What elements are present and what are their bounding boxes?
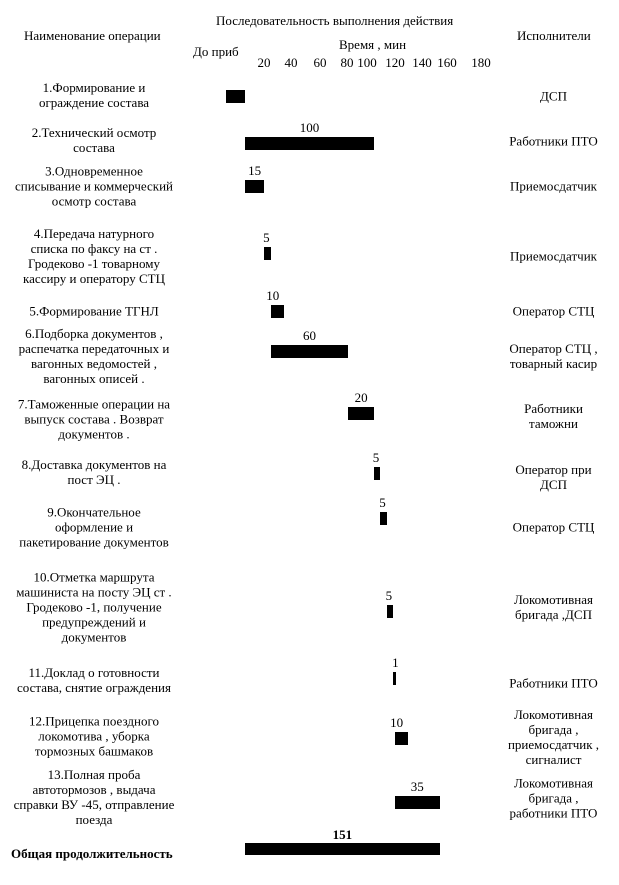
tick-label: 80 — [340, 55, 354, 70]
task-bar — [245, 137, 374, 150]
tick-label: 140 — [412, 55, 432, 70]
executor: Работники таможни — [524, 401, 583, 431]
task-bar — [393, 672, 396, 685]
duration-label: 5 — [263, 229, 270, 245]
duration-label: 60 — [303, 327, 316, 343]
executor: Локомотивная бригада , работники ПТО — [509, 775, 598, 821]
duration-label: 5 — [385, 587, 393, 603]
total-bar — [245, 843, 440, 855]
tick-label: 60 — [313, 55, 327, 70]
executor: Работники ПТО — [509, 675, 598, 691]
executors-header: Исполнители — [517, 28, 591, 43]
operation-name: 3.Одновременное списывание и коммерческий осмотр состава — [14, 163, 173, 209]
tick-label: 180 — [471, 55, 491, 70]
executor: Оператор при ДСП — [515, 462, 592, 492]
executor: Оператор СТЦ — [512, 519, 595, 535]
task-bar — [380, 512, 386, 525]
operation-name: 2.Технический осмотр состава — [31, 125, 157, 155]
operation-name: 10.Отметка маршрута машиниста на посту ЭЦ ст . Гродеково -1, получение предупреждений и документов — [16, 569, 172, 645]
operation-name: 6.Подборка документов , распечатка передаточных и вагонных ведомостей , вагонных описей . — [18, 326, 170, 386]
task-bar — [348, 407, 374, 420]
tick-label: 160 — [437, 55, 457, 70]
duration-label: 1 — [392, 654, 399, 670]
duration-label: 5 — [379, 494, 386, 510]
operation-name: 1.Формирование и ограждение состава — [38, 80, 150, 110]
task-bar — [271, 305, 284, 318]
operation-name: 12.Прицепка поездного локомотива , уборка тормозных башмаков — [29, 713, 159, 759]
axis-title: Время , мин — [339, 37, 407, 52]
chart-title: Последовательность выполнения действия — [216, 13, 454, 28]
task-bar — [395, 796, 440, 809]
tick-label: 100 — [357, 55, 377, 70]
total-duration-label: Общая продолжительность — [11, 846, 173, 861]
task-bar — [374, 467, 380, 480]
executor: Локомотивная бригада ,ДСП — [514, 592, 593, 622]
task-bar — [264, 247, 270, 260]
operation-name: 13.Полная проба автотормозов , выдача справки ВУ -45, отправление поезда — [13, 767, 175, 827]
executor: ДСП — [540, 88, 567, 104]
duration-label: 100 — [299, 119, 320, 135]
duration-label: 10 — [390, 714, 404, 730]
tick-label: 20 — [257, 55, 271, 70]
executor: Оператор СТЦ , товарный касир — [509, 341, 598, 371]
operation-name: 11.Доклад о готовности состава, снятие ограждения — [17, 665, 171, 695]
operation-name: 7.Таможенные операции на выпуск состава . Возврат документов . — [17, 396, 171, 442]
task-bar — [226, 90, 245, 103]
total-duration-value: 151 — [332, 827, 353, 842]
task-bar — [271, 345, 348, 358]
operation-name: 4.Передача натурного списка по факсу на ст . Гродеково -1 товарному кассиру и оператору СТЦ — [23, 226, 165, 286]
executor: Приемосдатчик — [510, 178, 597, 194]
task-bar — [387, 605, 393, 618]
duration-label: 20 — [354, 389, 368, 405]
duration-label: 5 — [372, 449, 380, 465]
tick-label: 40 — [284, 55, 298, 70]
duration-label: 35 — [410, 778, 424, 794]
operation-name: 9.Окончательное оформление и пакетирование документов — [19, 504, 169, 550]
operation-name: 8.Доставка документов на пост ЭЦ . — [21, 457, 167, 487]
tick-label: 120 — [385, 55, 405, 70]
duration-label: 15 — [248, 162, 262, 178]
executor: Оператор СТЦ — [512, 303, 595, 319]
operation-name: 5.Формирование ТГНЛ — [29, 303, 159, 319]
executor: Локомотивная бригада , приемосдатчик , сигналист — [507, 707, 600, 767]
executor: Приемосдатчик — [510, 248, 597, 264]
duration-label: 10 — [266, 287, 280, 303]
executor: Работники ПТО — [509, 133, 598, 149]
task-bar — [245, 180, 264, 193]
operations-header: Наименование операции — [24, 28, 161, 43]
before-arrival-label: До приб — [193, 44, 239, 59]
task-bar — [395, 732, 408, 745]
